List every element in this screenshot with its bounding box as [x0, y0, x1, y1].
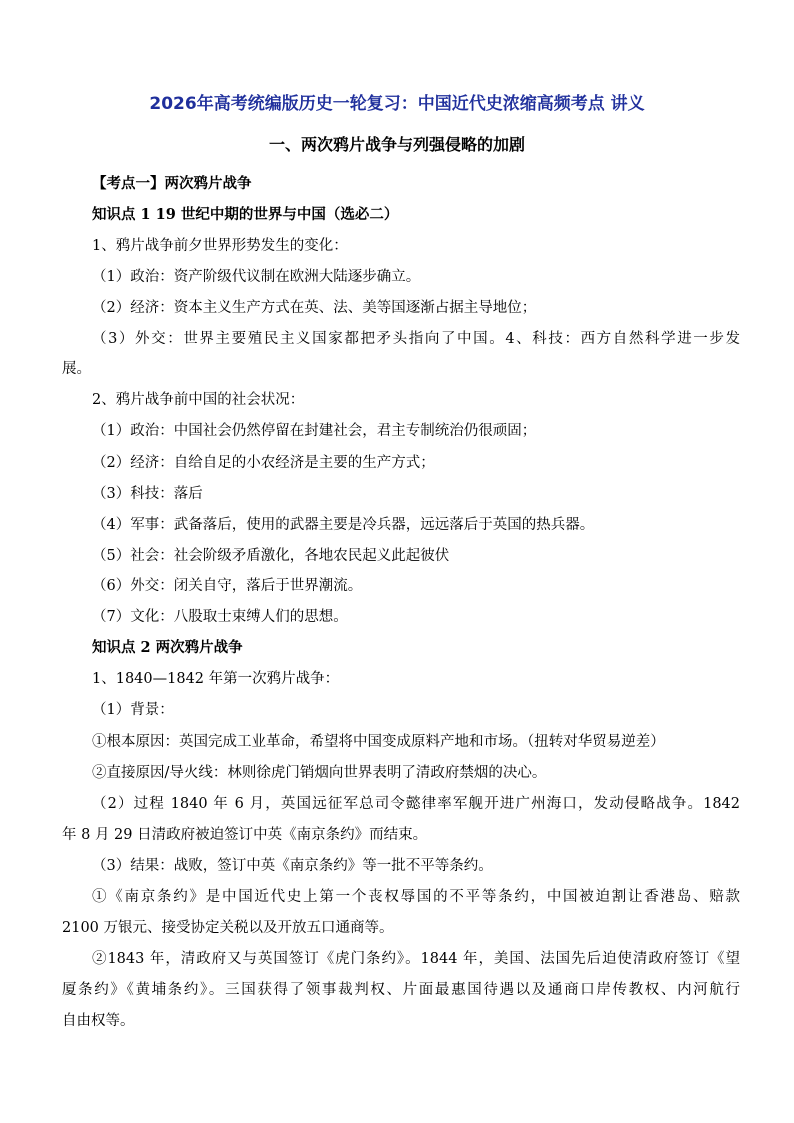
paragraph-line: 2100 万银元、接受协定关税以及开放五口通商等。 [62, 920, 394, 936]
paragraph-line: （1）政治：中国社会仍然停留在封建社会，君主专制统治仍很顽固； [92, 423, 537, 439]
paragraph-line: （1）背景： [92, 702, 174, 718]
section-heading: 一、两次鸦片战争与列强侵略的加剧 [268, 135, 525, 154]
paragraph-line: 年 8 月 29 日清政府被迫签订中英《南京条约》而结束。 [62, 827, 428, 843]
paragraph-line: 1、鸦片战争前夕世界形势发生的变化： [92, 238, 348, 254]
paragraph-line: 自由权等。 [62, 1013, 135, 1029]
paragraph-line: 厦条约》《黄埔条约》。三国获得了领事裁判权、片面最惠国待遇以及通商口岸传教权、内河航行 [62, 982, 740, 998]
paragraph-line: （2）经济：自给自足的小农经济是主要的生产方式； [92, 455, 435, 471]
paragraph-line: （4）军事：武备落后，使用的武器主要是冷兵器，远远落后于英国的热兵器。 [92, 517, 595, 533]
paragraph-line: ①《南京条约》是中国近代史上第一个丧权辱国的不平等条约，中国被迫割让香港岛、赔款 [92, 889, 740, 905]
paragraph-line: ①根本原因：英国完成工业革命，希望将中国变成原料产地和市场。（扭转对华贸易逆差） [92, 734, 665, 750]
paragraph-line: （6）外交：闭关自守，落后于世界潮流。 [92, 578, 363, 594]
paragraph-line: 1、1840—1842 年第一次鸦片战争： [92, 671, 340, 687]
paragraph-line: 展。 [62, 361, 91, 377]
document-title: 2026年高考统编版历史一轮复习：中国近代史浓缩高频考点 讲义 [149, 94, 645, 114]
paragraph-line: （3）科技：落后 [92, 486, 203, 502]
paragraph-line: （1）政治：资产阶级代议制在欧洲大陆逐步确立。 [92, 269, 421, 285]
paragraph-line: ②直接原因/导火线：林则徐虎门销烟向世界表明了清政府禁烟的决心。 [92, 765, 547, 781]
paragraph-line: （3）结果：战败，签订中英《南京条约》等一批不平等条约。 [92, 858, 493, 874]
paragraph-line: 2、鸦片战争前中国的社会状况： [92, 392, 305, 408]
paragraph-line: （7）文化：八股取士束缚人们的思想。 [92, 609, 348, 625]
paragraph-line: （2）经济：资本主义生产方式在英、法、美等国逐渐占据主导地位； [92, 300, 537, 316]
paragraph-line: （5）社会：社会阶级矛盾激化，各地农民起义此起彼伏 [92, 548, 450, 564]
paragraph-line: ②1843 年，清政府又与英国签订《虎门条约》。1844 年，美国、法国先后迫使清政府签订《望 [92, 951, 740, 967]
exam-point-heading: 【考点一】两次鸦片战争 [92, 175, 252, 192]
paragraph-line: （3）外交：世界主要殖民主义国家都把矛头指向了中国。4、科技：西方自然科学进一步发 [92, 331, 740, 347]
knowledge-point-heading-2: 知识点 2 两次鸦片战争 [92, 639, 243, 656]
paragraph-line: （2）过程 1840 年 6 月，英国远征军总司令懿律率军舰开进广州海口，发动侵略战争。1842 [92, 796, 740, 812]
knowledge-point-heading-1: 知识点 1 19 世纪中期的世界与中国（选必二） [92, 206, 399, 223]
